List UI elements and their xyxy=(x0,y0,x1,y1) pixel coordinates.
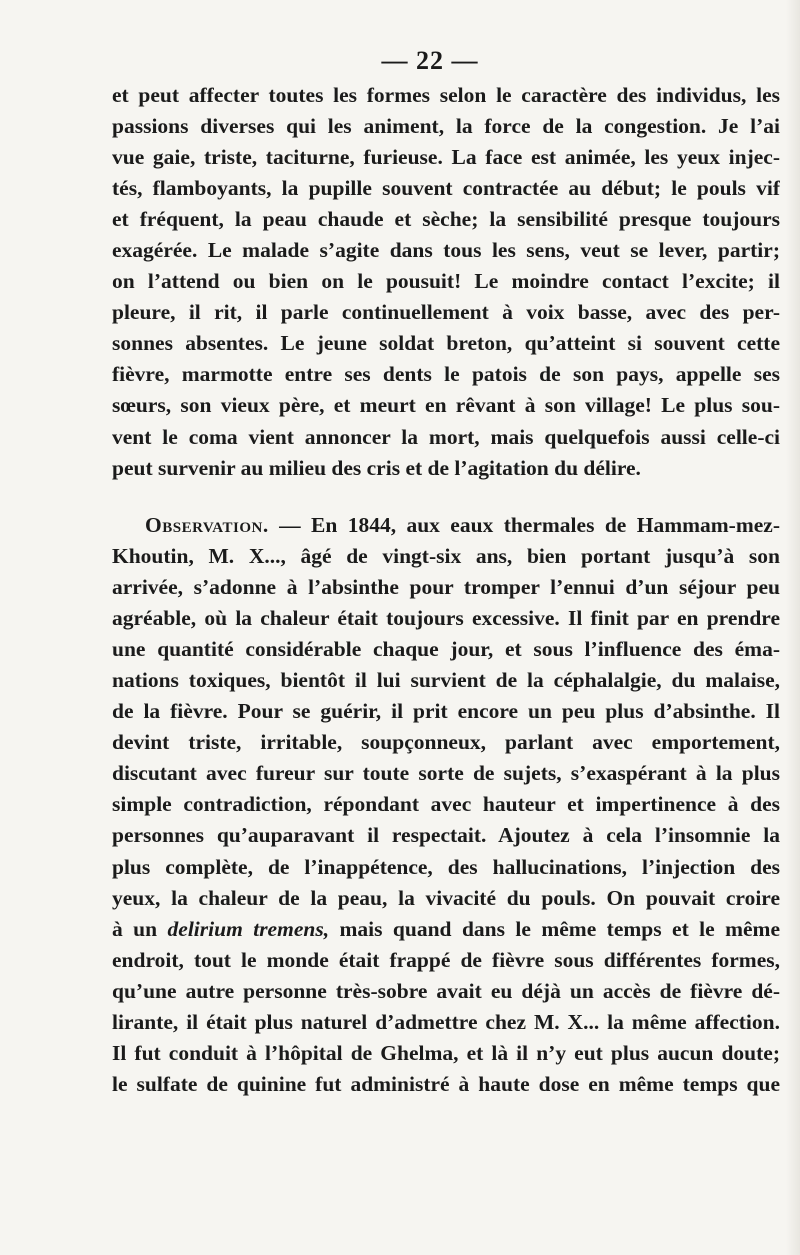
paragraph-observation xyxy=(112,510,780,1100)
text-line: peut survenir au milieu des cris et de l’agitation du délire. xyxy=(112,455,641,480)
text-line: sœurs, son vieux père, et meurt en rêvant à son village! Le plus sou- xyxy=(112,393,780,418)
text-line: simple contradiction, répondant avec hauteur et impertinence à des xyxy=(112,792,780,817)
page-number: — 22 — xyxy=(381,46,479,75)
text-line: le sulfate de quinine fut administré à haute dose en même temps que xyxy=(112,1071,780,1096)
text-line: tés, flamboyants, la pupille souvent contractée au début; le pouls vif xyxy=(112,176,780,201)
paragraph-fever-description xyxy=(112,80,780,484)
text-line: pleure, il rit, il parle continuellement à voix basse, avec des per- xyxy=(112,300,780,325)
delirium-prefix: à un xyxy=(112,916,168,941)
delirium-term: delirium tremens, xyxy=(167,916,330,941)
text-line: vue gaie, triste, taciturne, furieuse. La face est animée, les yeux injec- xyxy=(112,145,780,170)
text-line: une quantité considérable chaque jour, et sous l’influence des éma- xyxy=(112,637,780,662)
delirium-suffix: mais quand dans le même temps et le même xyxy=(329,916,780,941)
observation-first-line xyxy=(112,510,780,541)
text-line: endroit, tout le monde était frappé de fièvre sous différentes formes, xyxy=(112,947,780,972)
text-line: personnes qu’auparavant il respectait. Ajoutez à cela l’insomnie la xyxy=(112,823,780,848)
text-line: et fréquent, la peau chaude et sèche; la sensibilité presque toujours xyxy=(112,207,780,232)
text-line: sonnes absentes. Le jeune soldat breton, qu’atteint si souvent cette xyxy=(112,331,780,356)
text-line: passions diverses qui les animent, la force de la congestion. Je l’ai xyxy=(112,114,780,139)
text-line: Khoutin, M. X..., âgé de vingt-six ans, bien portant jusqu’à son xyxy=(112,544,780,569)
text-line: fièvre, marmotte entre ses dents le patois de son pays, appelle ses xyxy=(112,362,780,387)
delirium-line xyxy=(112,914,780,945)
text-line: de la fièvre. Pour se guérir, il prit encore un peu plus d’absinthe. Il xyxy=(112,699,780,724)
text-line: agréable, où la chaleur était toujours excessive. Il finit par en prendre xyxy=(112,606,780,631)
text-line: devint triste, irritable, soupçonneux, parlant avec emportement, xyxy=(112,730,780,755)
text-line: discutant avec fureur sur toute sorte de sujets, s’exaspérant à la plus xyxy=(112,761,780,786)
observation-label: Observation. xyxy=(145,513,269,537)
text-line: yeux, la chaleur de la peau, la vivacité du pouls. On pouvait croire xyxy=(112,885,780,910)
observation-first-line-text: — En 1844, aux eaux thermales de Hammam-mez- xyxy=(268,513,780,537)
text-line: Il fut conduit à l’hôpital de Ghelma, et là il n’y eut plus aucun doute; xyxy=(112,1040,780,1065)
text-line: nations toxiques, bientôt il lui survient de la céphalalgie, du malaise, xyxy=(112,668,780,693)
text-line: lirante, il était plus naturel d’admettre chez M. X... la même affection. xyxy=(112,1009,780,1034)
text-line: et peut affecter toutes les formes selon le caractère des individus, les xyxy=(112,83,780,107)
page-edge-shadow xyxy=(786,0,800,1255)
text-line: plus complète, de l’inappétence, des hallucinations, l’injection des xyxy=(112,854,780,879)
text-line: on l’attend ou bien on le pousuit! Le moindre contact l’excite; il xyxy=(112,269,780,294)
text-line: qu’une autre personne très-sobre avait eu déjà un accès de fièvre dé- xyxy=(112,978,780,1003)
text-line: exagérée. Le malade s’agite dans tous les sens, veut se lever, partir; xyxy=(112,238,780,263)
text-line: arrivée, s’adonne à l’absinthe pour tromper l’ennui d’un séjour peu xyxy=(112,575,780,600)
text-line: vent le coma vient annoncer la mort, mais quelquefois aussi celle-ci xyxy=(112,424,780,449)
